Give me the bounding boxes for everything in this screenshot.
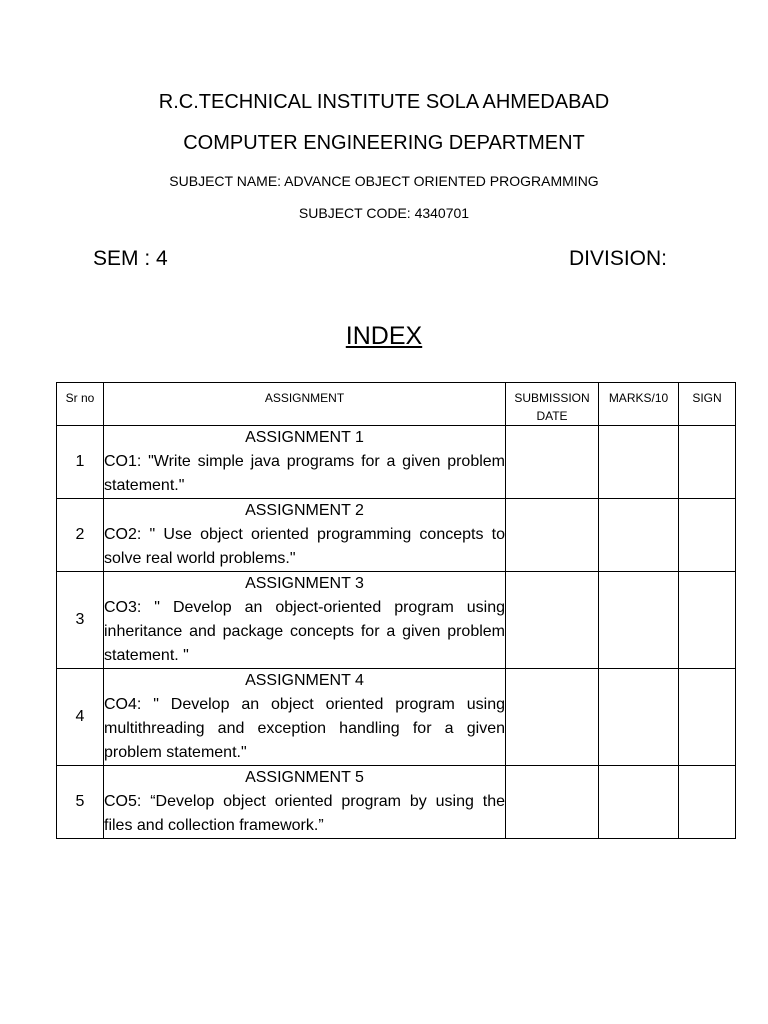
assignment-title: ASSIGNMENT 1 (245, 429, 364, 446)
marks-cell (599, 669, 679, 766)
assignment-title: ASSIGNMENT 2 (245, 502, 364, 519)
submission-date-cell (506, 669, 599, 766)
assignment-description: CO1: "Write simple java programs for a given problem statement." (104, 453, 505, 494)
index-table (56, 382, 736, 839)
assignment-description: CO3: " Develop an object-oriented program using inheritance and package concepts for a given problem statement. " (104, 599, 505, 664)
index-title: INDEX (345, 322, 423, 350)
row-assignment (104, 669, 506, 766)
submission-date-cell (506, 499, 599, 572)
row-assignment (104, 766, 506, 839)
row-sr-no: 3 (57, 572, 104, 669)
header-assignment: ASSIGNMENT (104, 383, 506, 426)
header-marks: MARKS/10 (599, 383, 679, 426)
marks-cell (599, 766, 679, 839)
row-assignment (104, 426, 506, 499)
header-sr-no: Sr no (57, 383, 104, 426)
assignment-title: ASSIGNMENT 3 (245, 575, 364, 592)
submission-date-cell (506, 572, 599, 669)
assignment-description: CO4: " Develop an object oriented program using multithreading and exception handling for a given problem statement." (104, 696, 505, 761)
header-sign: SIGN (679, 383, 736, 426)
sign-cell (679, 669, 736, 766)
table-row (57, 572, 736, 669)
institute-name: R.C.TECHNICAL INSTITUTE SOLA AHMEDABAD (158, 91, 610, 113)
sign-cell (679, 426, 736, 499)
semester-label: SEM : 4 (93, 247, 168, 270)
department-name: COMPUTER ENGINEERING DEPARTMENT (183, 132, 585, 154)
marks-cell (599, 499, 679, 572)
row-sr-no: 1 (57, 426, 104, 499)
submission-date-cell (506, 766, 599, 839)
submission-date-cell (506, 426, 599, 499)
row-sr-no: 2 (57, 499, 104, 572)
assignment-description: CO5: “Develop object oriented program by using the files and collection framework.” (104, 793, 505, 834)
subject-name: SUBJECT NAME: ADVANCE OBJECT ORIENTED PROGRAMMING (169, 173, 599, 189)
sign-cell (679, 572, 736, 669)
assignment-title: ASSIGNMENT 5 (245, 769, 364, 786)
table-header-row (57, 383, 736, 426)
header-submission-date: SUBMISSION DATE (506, 383, 599, 426)
row-sr-no: 5 (57, 766, 104, 839)
assignment-description: CO2: " Use object oriented programming concepts to solve real world problems." (104, 526, 505, 567)
table-row (57, 766, 736, 839)
subject-code: SUBJECT CODE: 4340701 (298, 205, 470, 221)
marks-cell (599, 426, 679, 499)
row-assignment (104, 499, 506, 572)
sign-cell (679, 499, 736, 572)
table-row (57, 499, 736, 572)
marks-cell (599, 572, 679, 669)
row-sr-no: 4 (57, 669, 104, 766)
sign-cell (679, 766, 736, 839)
assignment-title: ASSIGNMENT 4 (245, 672, 364, 689)
table-row (57, 669, 736, 766)
row-assignment (104, 572, 506, 669)
division-label: DIVISION: (569, 247, 668, 270)
table-row (57, 426, 736, 499)
